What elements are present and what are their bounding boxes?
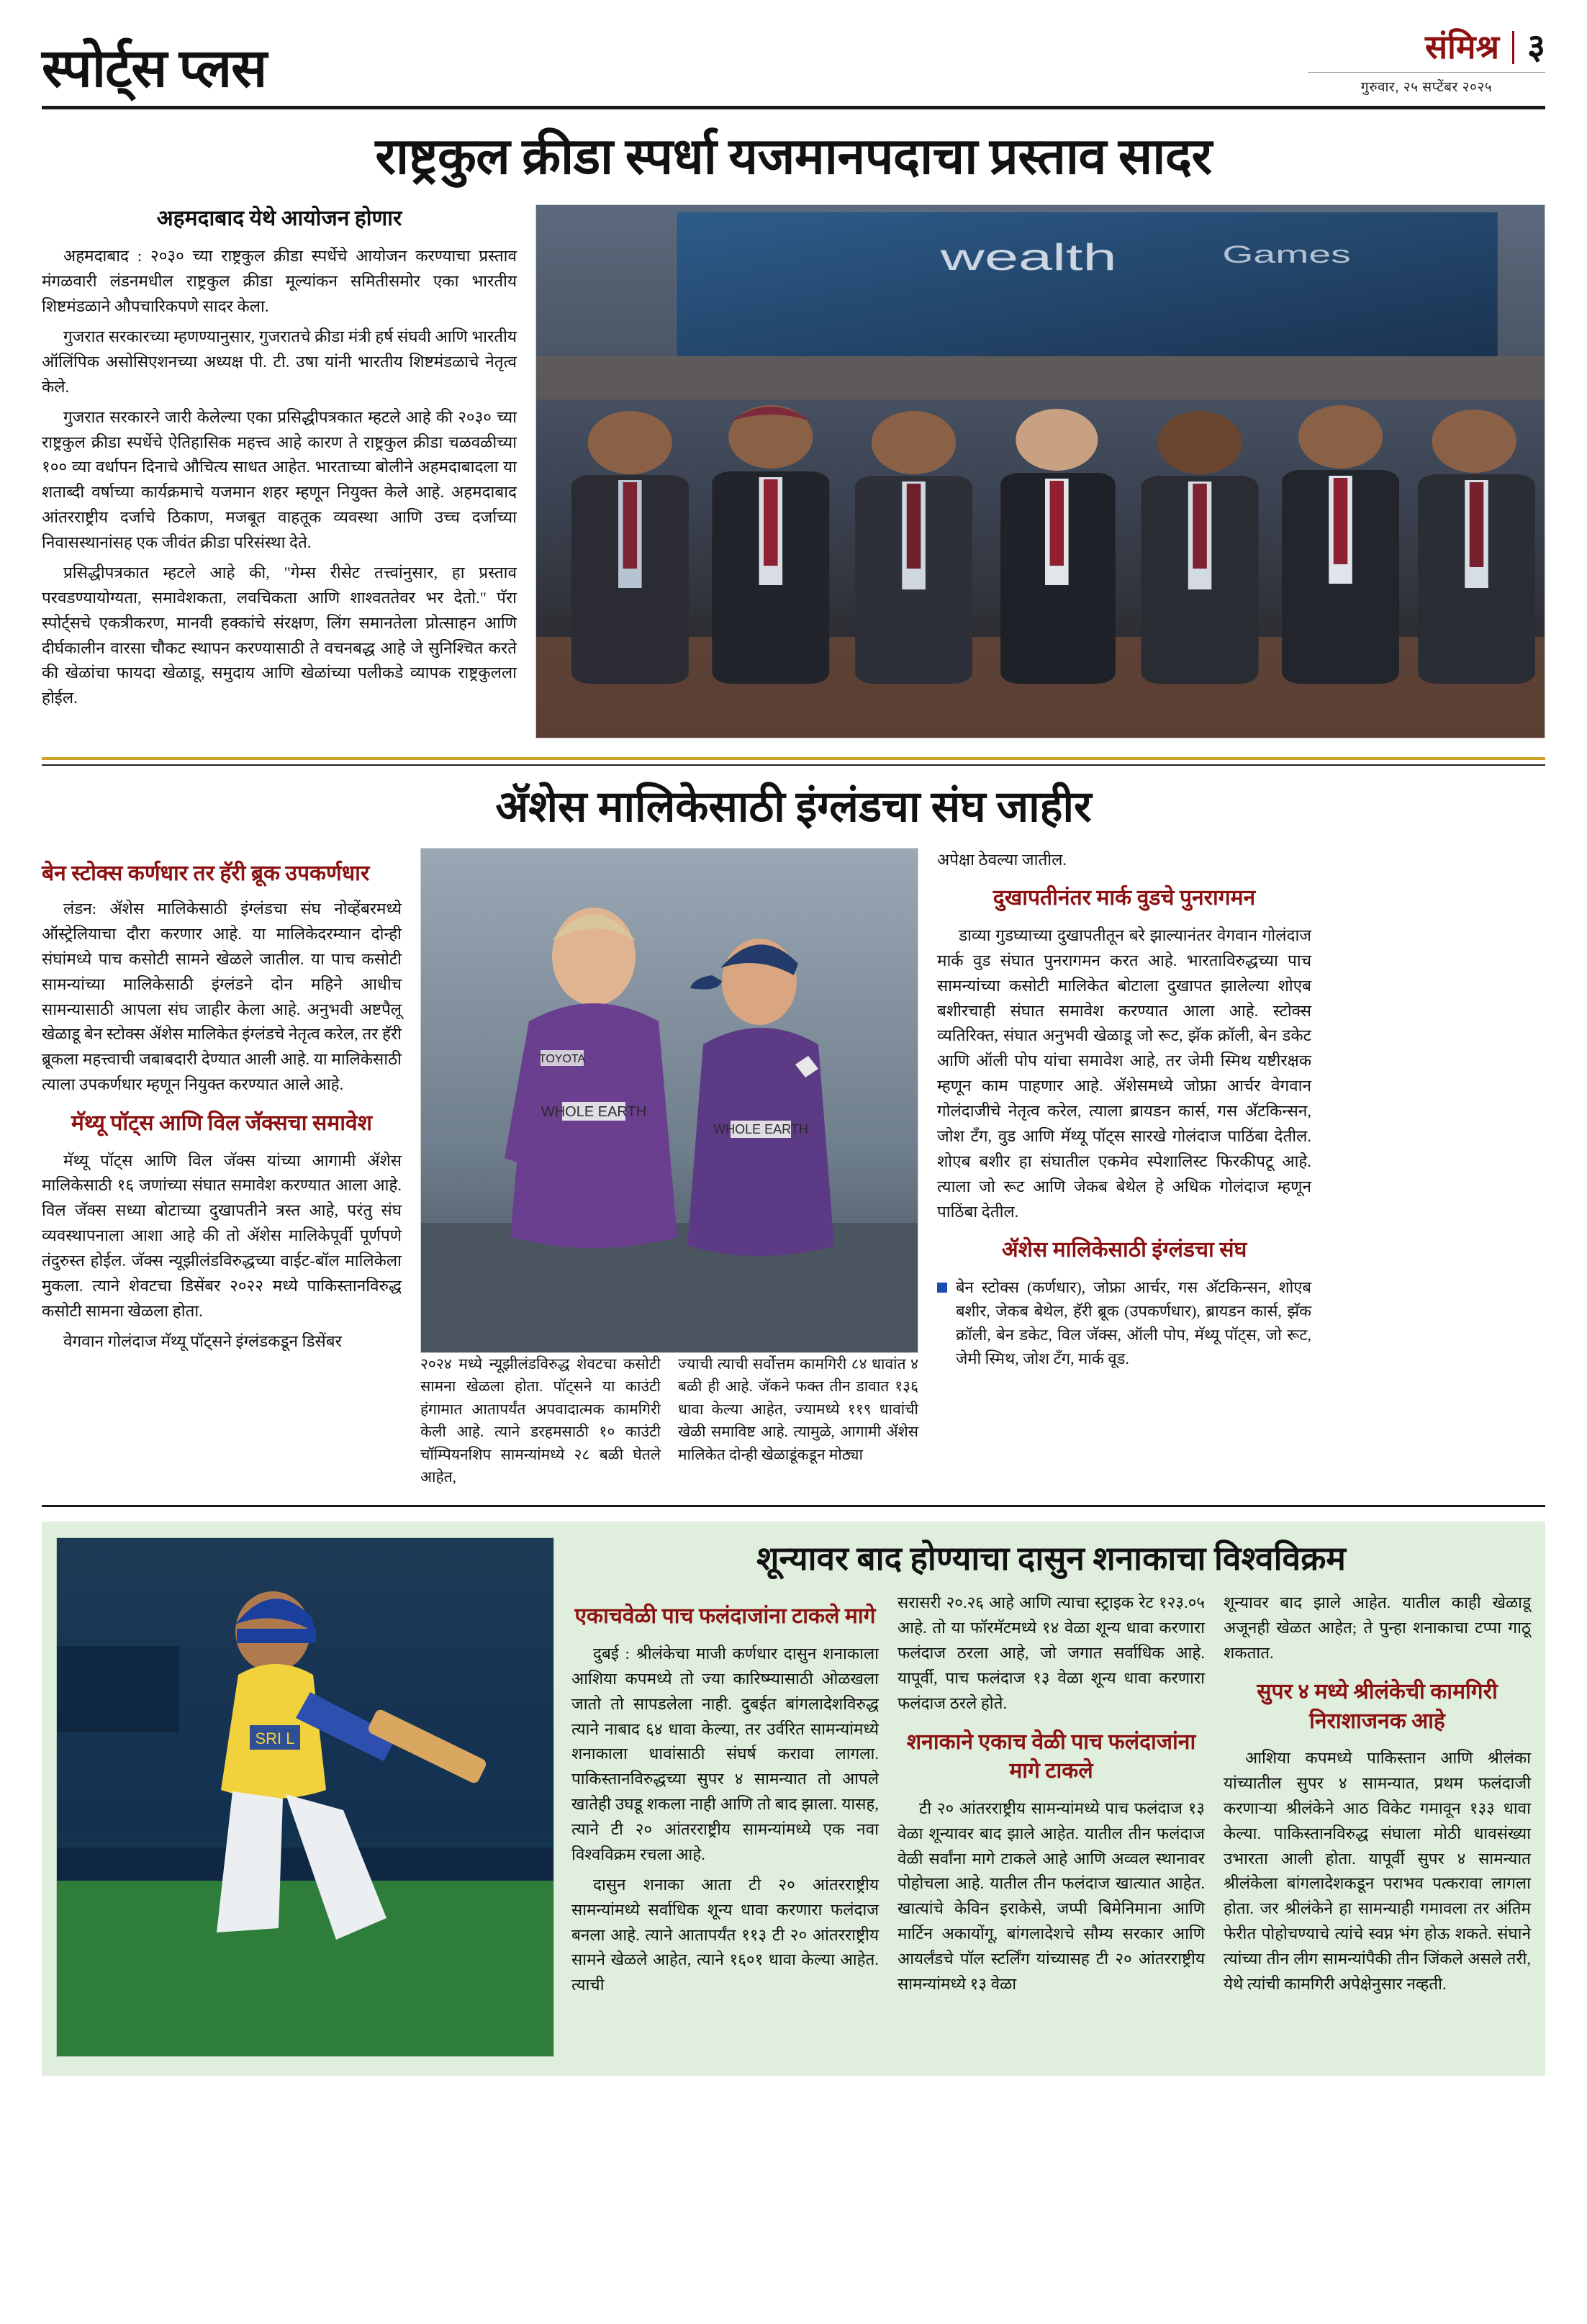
masthead-right [1308,30,1545,96]
story2-center-column [420,848,918,1489]
story1-paragraph: प्रसिद्धीपत्रकात म्हटले आहे की, "गेम्स रीसेट तत्त्वांनुसार, हा प्रस्ताव परवडण्यायोग्यता, समावेशकता, लवचिकता आणि शाश्वततेवर भर देतो." पॅरा स्पोर्ट्सचे एकत्रीकरण, मानवी हक्कांचे संरक्षण, लिंग समानतेला प्रोत्साहन आणि दीर्घकालीन वारसा चौकट स्थापन करण्यासाठी ते वचनबद्ध आहे जे सुनिश्चित करते की खेळांचा फायदा खेळाडू, समुदाय आणि खेळांच्या पलीकडे व्यापक राष्ट्रकुलला होईल. [42,563,517,707]
story2-paragraph: लंडन: ॲशेस मालिकेसाठी इंग्लंडचा संघ नोव्हेंबरमध्ये ऑस्ट्रेलियाचा दौरा करणार आहे. या मालिकेदरम्यान दोन्ही संघांमध्ये पाच कसोटी सामने खेळले जातील. या पाच कसोटी सामन्यांच्या मालिकेसाठी इंग्लंडने दोन महिने आधीच सामन्यासाठी आपला संघ जाहीर केला आहे. अनुभवी अष्टपैलू खेळाडू बेन स्टोक्स ॲशेस मालिकेत इंग्लंडचे नेतृत्व करेल, तर हॅरी ब्रूकला महत्त्वाची जबाबदारी देण्यात आली आहे. या मालिकेसाठी त्याला उपकर्णधार म्हणून नियुक्त करण्यात आले आहे. [42,900,402,1094]
divider-thin [42,764,1545,766]
squad-list [937,1275,1311,1370]
story1-photo [535,204,1545,738]
dateline: गुरुवार, २५ सप्टेंबर २०२५ [1308,72,1545,96]
story2-subhead-2: मॅथ्यू पॉट्स आणि विल जॅक्सचा समावेश [71,1111,373,1136]
squad-names: बेन स्टोक्स (कर्णधार), जोफ्रा आर्चर, गस अ‍ॅटकिन्सन, शोएब बशीर, जेकब बेथेल, हॅरी ब्रूक (उपकर्णधार), ब्रायडन कार्स, झॅक क्रॉली, बेन डकेट, विल जॅक्स, ऑली पोप, मॅथ्यू पॉट्स, जो रूट, जेमी स्मिथ, जोश टँग, मार्क वूड. [956,1278,1311,1367]
story2-headline: ॲशेस मालिकेसाठी इंग्लंडचा संघ जाहीर [495,783,1092,831]
squad-heading: ॲशेस मालिकेसाठी इंग्लंडचा संघ [1001,1238,1247,1262]
story2-caption [420,1353,918,1489]
story3-paragraph: दुबई : श्रीलंकेचा माजी कर्णधार दासुन शनाकाला आशिया कपमध्ये तो ज्या कारिष्म्यासाठी ओळखला जातो तो सापडलेला नाही. दुबईत बांगलादेशविरुद्ध त्याने नाबाद ६४ धावा केल्या, तर उर्वरित सामन्यांमध्ये शनाकाला धावांसाठी संघर्ष करावा लागला. पाकिस्तानविरुद्धच्या सुपर ४ सामन्यात तो आपले खातेही उघडू शकला नाही आणि तो बाद झाला. यासह, त्याने टी २० आंतरराष्ट्रीय सामन्यांमध्ये एक नवा विश्वविक्रम रचला आहे. [571,1644,879,1863]
squad-box [937,1275,1311,1370]
story2 [42,848,1545,1489]
story3 [42,1522,1545,2076]
story2-paragraph: डाव्या गुडघ्याच्या दुखापतीतून बरे झाल्यानंतर वेगवान गोलंदाज मार्क वुड संघात पुनरागमन करत आहे. भारताविरुद्धच्या पाच सामन्यांच्या कसोटी मालिकेत बोटाला दुखापत झालेल्या शोएब बशीरचाही संघात समावेश करण्यात आला आहे. स्टोक्स व्यतिरिक्त, संघात अनुभवी खेळाडू जो रूट, झॅक क्रॉली, बेन डकेट आणि ऑली पोप यांचा समावेश आहे, तर जेमी स्मिथ यष्टीरक्षक म्हणून काम पाहणार आहे. ॲशेसमध्ये जोफ्रा आर्चर वेगवान गोलंदाजीचे नेतृत्व करेल, त्याला ब्रायडन कार्स, गस अ‍ॅटकिन्सन, जोश टँग, वुड आणि मॅथ्यू पॉट्स सारखे गोलंदाज पाठिंबा देतील. शोएब बशीर हा संघातील एकमेव स्पेशालिस्ट फिरकीपटू आहे. त्याला जो रूट आणि जेकब बेथेल हे अधिक गोलंदाज म्हणून पाठिंबा देतील. [937,926,1311,1221]
story2-left-column [42,848,402,1360]
svg-text:SRI L: SRI L [255,1729,295,1747]
story2-paragraph: मॅथ्यू पॉट्स आणि विल जॅक्स यांच्या आगामी ॲशेस मालिकेसाठी १६ जणांच्या संघात समावेश करण्यात आला आहे. विल जॅक्स सध्या बोटाच्या दुखापतीने त्रस्त आहे, परंतु संघ व्यवस्थापनाला आशा आहे की तो ॲशेस मालिकेपूर्वी पूर्णपणे तंदुरुस्त होईल. जॅक्स न्यूझीलंडविरुद्धच्या वाईट-बॉल मालिकेला मुकला. त्याने शेवटचा डिसेंबर २०२२ मध्ये पाकिस्तानविरुद्ध कसोटी सामना खेळला होता. [42,1151,402,1320]
story3-paragraph: दासुन शनाका आता टी २० आंतरराष्ट्रीय सामन्यांमध्ये सर्वाधिक शून्य धावा करणारा फलंदाज बनला आहे. त्याने आतापर्यंत ११३ टी २० आंतरराष्ट्रीय सामने खेळले आहेत, त्याने १६०१ धावा केल्या आहेत. त्याची [571,1875,879,1994]
story1-paragraph: अहमदाबाद : २०३० च्या राष्ट्रकुल क्रीडा स्पर्धेचे आयोजन करण्याचा प्रस्ताव मंगळवारी लंडनमधील राष्ट्रकुल क्रीडा मूल्यांकन समितीसमोर एका भारतीय शिष्टमंडळाने औपचारिकपणे सादर केला. [42,247,517,316]
brand-row [1425,30,1545,65]
story2-caption-col2: ज्याची त्याची सर्वोत्तम कामगिरी ८४ धावांत ४ बळी ही आहे. जॅकने फक्त तीन डावात १३६ धावा केल्या आहेत, ज्यामध्ये ११९ धावांची खेळी समाविष्ट आहे. त्यामुळे, आगामी ॲशेस मालिकेत दोन्ही खेळाडूंकडून मोठ्या [678,1355,918,1463]
brand-divider [1512,31,1514,64]
story2-right-subhead: दुखापतीनंतर मार्क वुडचे पुनरागमन [993,886,1256,910]
svg-text:WHOLE EARTH: WHOLE EARTH [713,1121,808,1136]
story1-text-column [42,204,517,716]
story3-col3-subhead: सुपर ४ मध्ये श्रीलंकेची कामगिरी निराशाजनक आहे [1257,1680,1498,1733]
story2-caption-col1: २०२४ मध्ये न्यूझीलंडविरुद्ध शेवटचा कसोटी सामना खेळला होता. पॉट्सने या काउंटी हंगामात आतापर्यंत अपवादात्मक कामगिरी केली आहे. त्याने डरहमसाठी १० काउंटी चॉम्पियनशिप सामन्यांमध्ये २८ बळी घेतले आहेत, [420,1355,661,1486]
page-number: ३ [1527,28,1545,66]
story3-headline: शून्यावर बाद होण्याचा दासुन शनाकाचा विश्वविक्रम [756,1539,1346,1577]
story3-photo-art [57,1538,553,2056]
story1-subhead: अहमदाबाद येथे आयोजन होणार [156,207,402,231]
brand-name: संमिश्र [1424,29,1500,65]
story3-paragraph: सरासरी २०.२६ आहे आणि त्याचा स्ट्राइक रेट १२३.०५ आहे. तो या फॉरमॅटमध्ये १४ वेळा शून्य धावा करणारा फलंदाज ठरला आहे, जो जगात सर्वाधिक आहे. यापूर्वी, पाच फलंदाज १३ वेळा शून्य धावा करणारा फलंदाज ठरले होते. [898,1593,1205,1712]
story2-right-lead: अपेक्षा ठेवल्या जातील. [937,850,1067,869]
story3-paragraph: आशिया कपमध्ये पाकिस्तान आणि श्रीलंका यांच्यातील सुपर ४ सामन्यात, प्रथम फलंदाजी करणाऱ्या श्रीलंकेने आठ विकेट गमावून १३३ धावा केल्या. पाकिस्तानविरुद्ध संघाला मोठी धावसंख्या उभारता आली होता. यापूर्वी सुपर ४ सामन्यात श्रीलंकेला बांगलादेशकडून पराभव पत्करावा लागला होता. जर श्रीलंकेने हा सामन्याही गमावला तर अंतिम फेरीत पोहोचण्याचे त्यांचे स्वप्न भंग होऊ शकते. संघाने त्यांच्या तीन लीग सामन्यांपैकी तीन जिंकले असले तरी, येथे त्यांची कामगिरी अपेक्षेनुसार नव्हती. [1224,1749,1531,1993]
story1-photo-art [536,205,1545,738]
story2-photo [420,848,918,1353]
svg-text:wealth: wealth [940,236,1117,279]
story1 [42,204,1545,738]
story3-col3 [1224,1591,1531,2003]
square-bullet-icon [937,1283,947,1293]
story3-col2-subhead: शनाकाने एकाच वेळी पाच फलंदाजांना मागे टाकले [906,1730,1196,1783]
story1-headline: राष्ट्रकुल क्रीडा स्पर्धा यजमानपदाचा प्रस्ताव सादर [375,130,1212,185]
story1-paragraph: गुजरात सरकारच्या म्हणण्यानुसार, गुजरातचे क्रीडा मंत्री हर्ष संघवी आणि भारतीय ऑलिंपिक असोसिएशनच्या अध्यक्ष पी. टी. उषा यांनी भारतीय शिष्टमंडळाचे नेतृत्व केले. [42,327,517,396]
story3-columns [571,1591,1531,2003]
svg-text:TOYOTA: TOYOTA [538,1052,586,1065]
story2-photo-art [421,849,918,1352]
story3-col2 [898,1591,1205,2003]
story2-subhead: बेन स्टोक्स कर्णधार तर हॅरी ब्रूक उपकर्णधार [42,861,370,885]
story3-text [571,1537,1531,2004]
divider-gold [42,757,1545,760]
story3-paragraph: शून्यावर बाद झाले आहेत. यातील काही खेळाडू अजूनही खेळत आहेत; ते पुन्हा शनाकाचा टप्पा गाठू शकतात. [1224,1593,1531,1663]
story3-subhead: एकाचवेळी पाच फलंदाजांना टाकले मागे [574,1604,876,1629]
story2-right-column [937,848,1311,1370]
story3-paragraph: टी २० आंतरराष्ट्रीय सामन्यांमध्ये पाच फलंदाज १३ वेळा शून्यावर बाद झाले आहेत. यातील तीन फलंदाज वेळी सर्वांना मागे टाकले आहे आणि अव्वल स्थानावर पोहोचला आहे. यातील तीन फलंदाज खात्यात आहेत. खात्यांचे केविन इराकेसे, जप्पी बिमेनिमाना आणि मार्टिन अकायोंगू, बांगलादेशचे सौम्य सरकार आणि आयर्लंडचे पॉल स्टर्लिंग यांच्यासह टी २० आंतरराष्ट्रीय सामन्यांमध्ये १३ वेळा [898,1799,1205,1993]
svg-text:WHOLE EARTH: WHOLE EARTH [541,1103,647,1120]
story3-photo [56,1537,554,2057]
masthead [42,30,1545,109]
divider-black [42,1505,1545,1507]
story3-col1 [571,1591,879,2003]
story2-paragraph: वेगवान गोलंदाज मॅथ्यू पॉट्सने इंग्लंडकडून डिसेंबर [63,1331,342,1350]
section-title: स्पोर्ट्स प्लस [42,40,267,99]
svg-text:Games: Games [1222,240,1351,268]
story1-paragraph: गुजरात सरकारने जारी केलेल्या एका प्रसिद्धीपत्रकात म्हटले आहे की २०३० च्या राष्ट्रकुल क्रीडा स्पर्धेचे ऐतिहासिक महत्त्व आहे कारण ते राष्ट्रकुल क्रीडा चळवळीच्या १०० व्या वर्धापन दिनाचे औचित्य साधत आहेत. भारताच्या बोलीने अहमदाबादला या शताब्दी वर्षाच्या कार्यक्रमाचे यजमान शहर म्हणून नियुक्त केले आहे. अहमदाबाद आंतरराष्ट्रीय दर्जाचे ठिकाण, मजबूत वाहतूक व्यवस्था आणि उच्च दर्जाच्या निवासस्थानांसह एक जीवंत क्रीडा परिसंस्था देते. [42,407,517,552]
